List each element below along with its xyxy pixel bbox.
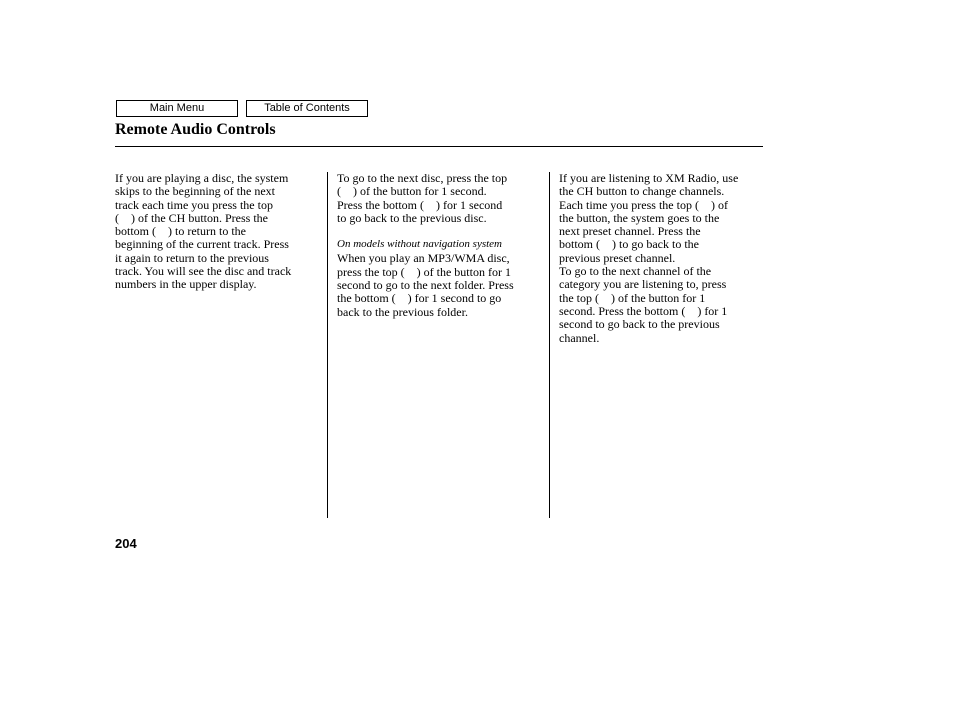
- text-line: If you are playing a disc, the system: [115, 171, 289, 185]
- text-line: the CH button to change channels.: [559, 184, 725, 199]
- text-line: the button, the system goes to the: [559, 210, 720, 225]
- text-line: back to the previous folder.: [337, 304, 468, 319]
- text-line: category you are listening to, press: [559, 277, 727, 292]
- text-line: If you are listening to XM Radio, use: [559, 171, 739, 185]
- table-of-contents-button[interactable]: Table of Contents: [246, 100, 368, 117]
- text-line: Each time you press the top ( ) of: [559, 197, 728, 212]
- text-line: bottom ( ) to go back to the: [559, 237, 699, 252]
- text-line: track each time you press the top: [115, 197, 273, 212]
- text-line: it again to return to the previous: [115, 250, 269, 265]
- text-line: bottom ( ) to return to the: [115, 224, 246, 239]
- column-xm-radio: [559, 172, 764, 345]
- page-title: Remote Audio Controls: [115, 121, 276, 138]
- text-line: track. You will see the disc and track: [115, 264, 292, 279]
- column-disc-track: [115, 172, 320, 292]
- column-disc-folder: [337, 172, 542, 319]
- column-divider: [549, 172, 550, 518]
- text-line: the top ( ) of the button for 1: [559, 290, 706, 305]
- page-number: 204: [115, 536, 137, 551]
- text-line: ( ) of the button for 1 second.: [337, 184, 487, 199]
- text-line: second to go to the next folder. Press: [337, 278, 514, 293]
- text-line: When you play an MP3/WMA disc,: [337, 251, 510, 266]
- main-menu-button[interactable]: Main Menu: [116, 100, 238, 117]
- text-line: press the top ( ) of the button for 1: [337, 264, 511, 279]
- text-line: to go back to the previous disc.: [337, 210, 487, 225]
- text-line: To go to the next disc, press the top: [337, 171, 508, 185]
- text-line: beginning of the current track. Press: [115, 237, 289, 252]
- text-line: ( ) of the CH button. Press the: [115, 210, 268, 225]
- text-line: second to go back to the previous: [559, 317, 720, 332]
- text-line: numbers in the upper display.: [115, 277, 257, 292]
- text-line: second. Press the bottom ( ) for 1: [559, 303, 728, 318]
- text-line: To go to the next channel of the: [559, 264, 712, 279]
- column-divider: [327, 172, 328, 518]
- text-line: the bottom ( ) for 1 second to go: [337, 291, 502, 306]
- text-line: skips to the beginning of the next: [115, 184, 275, 199]
- title-rule: [115, 146, 763, 147]
- text-line: channel.: [559, 330, 600, 345]
- text-line: next preset channel. Press the: [559, 224, 701, 239]
- text-line: previous preset channel.: [559, 250, 676, 265]
- text-line: Press the bottom ( ) for 1 second: [337, 197, 503, 212]
- model-note: On models without navigation system: [337, 238, 502, 251]
